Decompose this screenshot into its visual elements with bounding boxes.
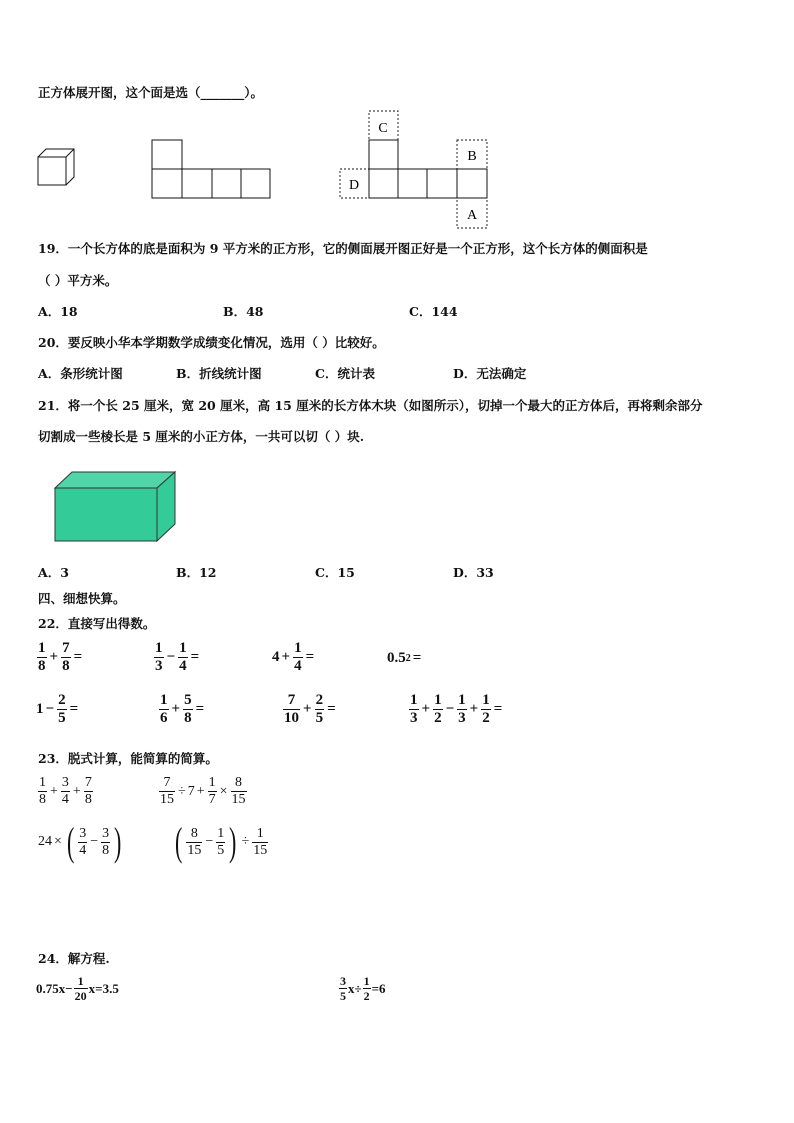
cube-figure (38, 149, 74, 185)
q22-expr-6: $\frac{1}{6}$ + $\frac{5}{8}$ = (160, 692, 205, 726)
q22-expr-2: $\frac{1}{3}$ − $\frac{1}{4}$ = (155, 640, 200, 674)
q24-equation-1: 0.75x − $\frac{1}{20}$ x =3.5 (36, 974, 119, 1003)
q19-option-b: B．48 (223, 304, 264, 319)
net-figure-1 (152, 140, 270, 198)
q23-expr-3: 24 × ( $\frac{3}{4}$ − $\frac{3}{8}$ ) (38, 819, 122, 864)
net-figure-2 (340, 111, 487, 228)
q22-expr-7: $\frac{7}{10}$ + $\frac{2}{5}$ = (284, 692, 336, 726)
q24-title: 24．解方程. (38, 951, 110, 966)
q21-option-c: C．15 (315, 565, 355, 580)
q18-text: 正方体展开图，这个面是选（_______）。 (38, 85, 264, 100)
q19-line1: 19．一个长方体的底是面积为 9 平方米的正方形，它的侧面展开图正好是一个正方形，这个长方体的侧面积是 (38, 241, 648, 256)
q24-equation-2: $\frac{3}{5}$ x ÷ $\frac{1}{2}$ =6 (340, 974, 386, 1003)
q22-expr-4: 0.5 2 = (387, 650, 422, 666)
section-4-heading: 四、细想快算。 (38, 591, 126, 606)
net-label-c: C (378, 121, 388, 136)
net-label-d: D (348, 178, 360, 193)
q23-title: 23．脱式计算，能简算的简算。 (38, 751, 218, 766)
q22-title: 22．直接写出得数。 (38, 616, 156, 631)
q22-expr-5: 1 − $\frac{2}{5}$ = (36, 692, 79, 726)
q21-box-figure (50, 468, 180, 544)
q20-option-b: B．折线统计图 (176, 366, 262, 381)
q18-figures (0, 105, 794, 230)
q20-option-d: D．无法确定 (453, 366, 527, 381)
net-label-a: A (466, 208, 478, 223)
q22-expr-1: $\frac{1}{8}$ + $\frac{7}{8}$ = (38, 640, 83, 674)
q21-line2: 切割成一些棱长是 5 厘米的小正方体，一共可以切（ ）块. (38, 429, 365, 444)
q19-option-c: C．144 (409, 304, 458, 319)
q23-expr-1: $\frac{1}{8}$ + $\frac{3}{4}$ + $\frac{7}{8}$ (39, 775, 92, 807)
q22-expr-3: 4 + $\frac{1}{4}$ = (272, 640, 315, 674)
q23-expr-4: ( $\frac{8}{15}$ − $\frac{1}{5}$ ) ÷ $\frac{1}{15}$ (174, 819, 268, 864)
box-front-face (55, 488, 157, 541)
box-top-face (55, 472, 175, 488)
q22-expr-8: $\frac{1}{3}$ + $\frac{1}{2}$ − $\frac{1}{3}$ + $\frac{1}{2}$ = (410, 692, 503, 726)
q20-option-c: C．统计表 (315, 366, 375, 381)
q21-option-a: A．3 (38, 565, 69, 580)
q21-line1: 21．将一个长 25 厘米，宽 20 厘米，高 15 厘米的长方体木块（如图所示），切掉一个最大的正方体后，再将剩余部分 (38, 398, 703, 413)
net-label-b: B (467, 149, 477, 164)
q21-option-b: B．12 (176, 565, 217, 580)
q21-option-d: D．33 (453, 565, 494, 580)
q19-option-a: A．18 (38, 304, 78, 319)
q20-text: 20．要反映小华本学期数学成绩变化情况，选用（ ）比较好。 (38, 335, 385, 350)
q19-line2: （ ）平方米。 (38, 273, 118, 288)
q23-expr-2: $\frac{7}{15}$ ÷ 7 + $\frac{1}{7}$ × $\frac{8}{15}$ (160, 775, 246, 807)
q20-option-a: A．条形统计图 (38, 366, 123, 381)
